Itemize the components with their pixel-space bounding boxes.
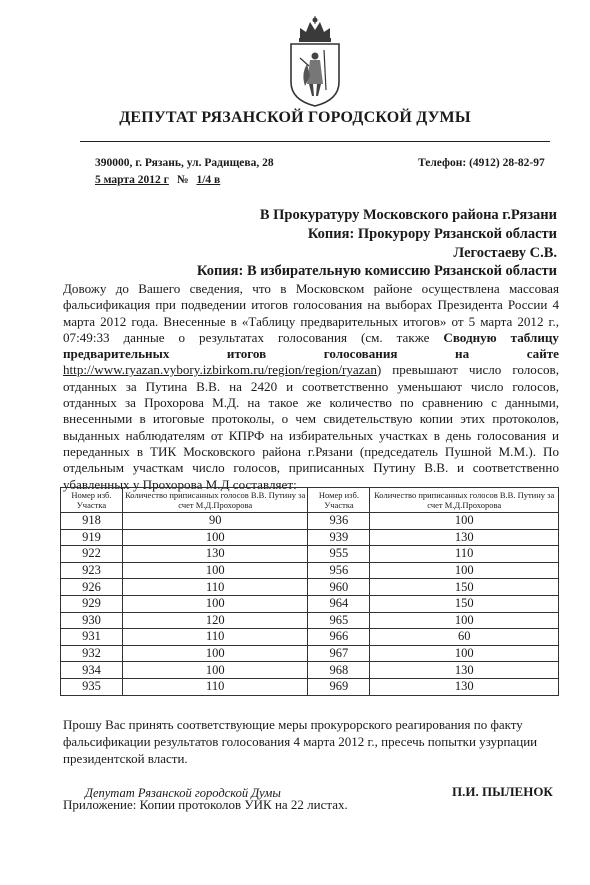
vote-count-cell: 150 [370,579,559,596]
vote-count-cell: 60 [370,629,559,646]
table-row [61,513,559,530]
body-paragraph [63,281,559,493]
column-header: Номер изб. Участка [61,488,123,513]
precinct-number-cell: 934 [61,662,123,679]
precinct-number-cell: 936 [308,513,370,530]
vote-count-cell: 110 [122,629,308,646]
vote-count-cell: 100 [122,645,308,662]
vote-count-cell: 100 [122,529,308,546]
precinct-number-cell: 918 [61,513,123,530]
table-row [61,662,559,679]
precinct-number-cell: 969 [308,678,370,695]
precinct-number-cell: 965 [308,612,370,629]
org-title: ДЕПУТАТ РЯЗАНСКОЙ ГОРОДСКОЙ ДУМЫ [119,109,471,126]
vote-count-cell: 100 [370,612,559,629]
vote-count-cell: 90 [122,513,308,530]
vote-count-cell: 110 [122,678,308,695]
body-text-bold: Сводную таблицу предварительных итогов голосования на сайте [63,329,559,362]
precinct-number-cell: 966 [308,629,370,646]
precinct-number-cell: 926 [61,579,123,596]
document-number: 1/4 в [196,174,221,186]
vote-count-cell: 120 [122,612,308,629]
precinct-number-cell: 968 [308,662,370,679]
results-site-link[interactable]: http://www.ryazan.vybory.izbirkom.ru/region/region/ryazan [63,362,377,378]
precinct-number-cell: 956 [308,562,370,579]
precinct-number-cell: 960 [308,579,370,596]
recipient-copy-name: Легостаеву С.В. [453,245,557,261]
vote-count-cell: 100 [370,562,559,579]
vote-count-cell: 100 [122,562,308,579]
table-row [61,529,559,546]
table-row [61,612,559,629]
vote-count-cell: 100 [122,595,308,612]
vote-count-cell: 130 [122,546,308,563]
coat-of-arms-emblem [286,16,344,108]
vote-count-cell: 100 [370,645,559,662]
precinct-number-cell: 922 [61,546,123,563]
header-divider [80,141,550,142]
body-text-part2: ) превышают число голосов, отданных за Путина В.В. на 2420 и соответственно уменьшают число голосов, отданных за Прохорова М.Д. на такое же количество по сравнению с данными, внесенными в итоговые протоколы, о чем свидетельствую копии этих протоколов, выданных наблюдателям от КПРФ на избирательных участках в день голосования и переданных в ТИК Московского района г.Рязани (председатель Пушной М.М.). По отдельным участкам число голосов, приписанных Путину В.В. и соответственно убавленных у Прохорова М.Д составляет: [63,362,559,492]
vote-count-cell: 130 [370,529,559,546]
body-text-part1: Довожу до Вашего сведения, что в Московском районе осуществлена массовая фальсификация при подведении итогов голосования на выборах Президента России 4 марта 2012 года. Внесенные в «Таблицу предварительных итогов» от 5 марта 2012 г., 07:49:33 данные о результатах голосования (см. также [63,281,559,345]
table-row [61,629,559,646]
precinct-number-cell: 939 [308,529,370,546]
precinct-number-cell: 964 [308,595,370,612]
vote-count-cell: 110 [122,579,308,596]
document-date-line [95,174,220,186]
table-row [61,579,559,596]
vote-count-cell: 100 [122,662,308,679]
vote-count-cell: 130 [370,662,559,679]
sender-address: 390000, г. Рязань, ул. Радищева, 28 [95,157,274,169]
column-header: Количество приписанных голосов В.В. Путину за счет М.Д.Прохорова [370,488,559,513]
vote-count-cell: 150 [370,595,559,612]
vote-count-cell: 100 [370,513,559,530]
votes-table [60,487,559,696]
table-row [61,678,559,695]
recipient-copy-election-commission: Копия: В избирательную комиссию Рязанской области [196,263,557,279]
sender-phone: Телефон: (4912) 28-82-97 [418,157,545,169]
table-row [61,595,559,612]
precinct-number-cell: 923 [61,562,123,579]
precinct-number-cell: 931 [61,629,123,646]
signature-title: Депутат Рязанской городской Думы [85,786,281,800]
recipient-copy-prosecutor-region: Копия: Прокурору Рязанской области [307,226,557,242]
document-date: 5 марта 2012 г [95,174,169,186]
recipient-prosecutor-district: В Прокуратуру Московского района г.Рязани [259,207,557,223]
signature-name: П.И. ПЫЛЕНОК [452,784,553,799]
number-label: № [176,174,189,186]
precinct-number-cell: 955 [308,546,370,563]
precinct-number-cell: 935 [61,678,123,695]
table-row [61,562,559,579]
appendix-note: Приложение: Копии протоколов УИК на 22 листах. [63,797,348,812]
table-row [61,546,559,563]
column-header: Номер изб. Участка [308,488,370,513]
vote-count-cell: 110 [370,546,559,563]
precinct-number-cell: 932 [61,645,123,662]
column-header: Количество приписанных голосов В.В. Путину за счет М.Д.Прохорова [122,488,308,513]
table-row [61,645,559,662]
table-header-row [61,488,559,513]
closing-paragraph: Прошу Вас принять соответствующие меры прокурорского реагирования по факту фальсификации результатов голосования 4 марта 2012 г., пресечь попытки узурпации президентской власти. [63,717,538,766]
precinct-number-cell: 967 [308,645,370,662]
vote-count-cell: 130 [370,678,559,695]
precinct-number-cell: 929 [61,595,123,612]
precinct-number-cell: 919 [61,529,123,546]
precinct-number-cell: 930 [61,612,123,629]
